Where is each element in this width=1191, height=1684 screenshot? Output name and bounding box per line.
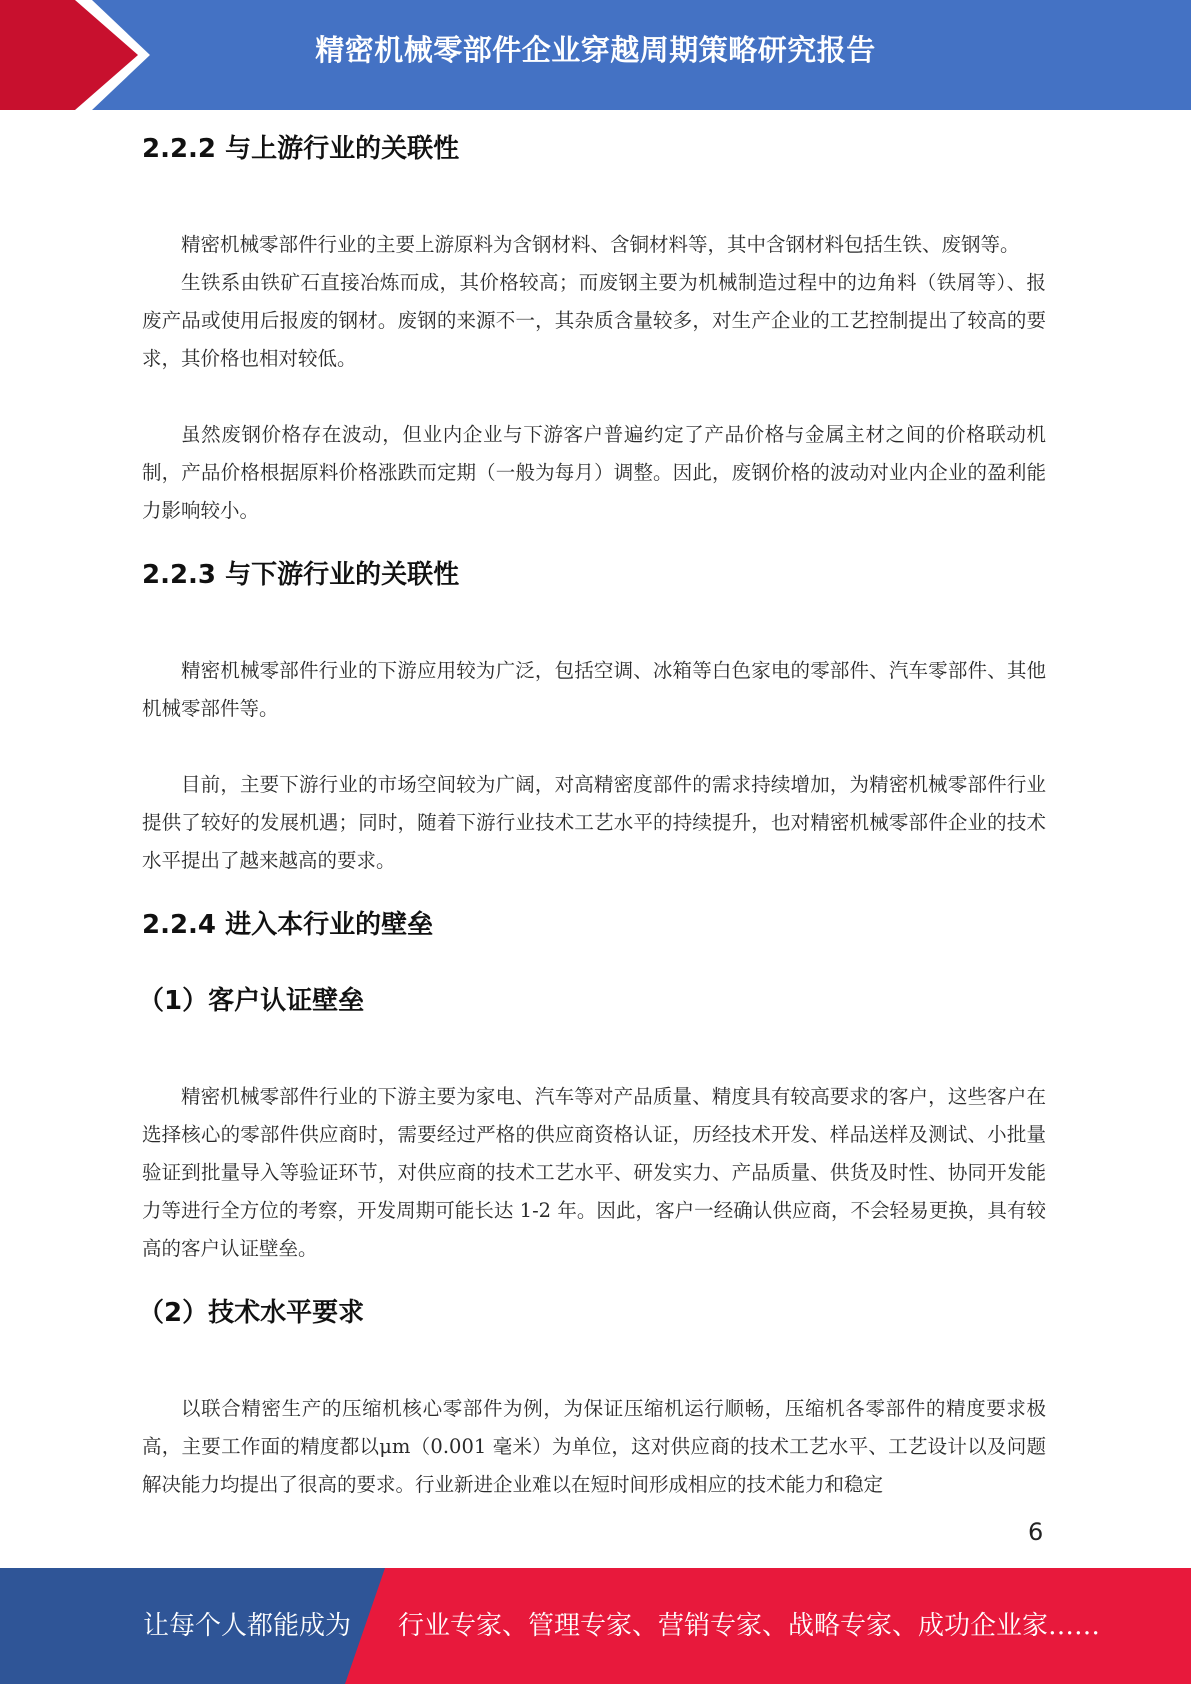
footer-slogan-left: 让每个人都能成为 <box>143 1611 352 1641</box>
paragraph: 精密机械零部件行业的下游主要为家电、汽车等对产品质量、精度具有较高要求的客户，这些客户在选择核心的零部件供应商时，需要经过严格的供应商资格认证，历经技术开发、样品送样及测试、小批量验证到批量导入等验证环节，对供应商的技术工艺水平、研发实力、产品质量、供货及时性、协同开发能力等进行全方位的考察，开发周期可能长达 1-2 年。因此，客户一经确认供应商，不会轻易更换，具有较高的客户认证壁垒。 <box>142 1085 1046 1260</box>
subsection-heading-customer-certification: （1）客户认证壁垒 <box>138 986 365 1016</box>
section-heading-2-2-4: 2.2.4 进入本行业的壁垒 <box>142 910 434 940</box>
page-header <box>0 0 1191 110</box>
paragraph: 虽然废钢价格存在波动，但业内企业与下游客户普遍约定了产品价格与金属主材之间的价格联动机制，产品价格根据原料价格涨跌而定期（一般为每月）调整。因此，废钢价格的波动对业内企业的盈利能力影响较小。 <box>142 423 1046 522</box>
paragraph: 以联合精密生产的压缩机核心零部件为例，为保证压缩机运行顺畅，压缩机各零部件的精度要求极高，主要工作面的精度都以μm（0.001 毫米）为单位，这对供应商的技术工艺水平、工艺设计以及问题解决能力均提出了很高的要求。行业新进企业难以在短时间形成相应的技术能力和稳定 <box>142 1397 1046 1496</box>
paragraph: 精密机械零部件行业的主要上游原料为含钢材料、含铜材料等，其中含钢材料包括生铁、废钢等。 <box>181 233 1020 256</box>
paragraph: 生铁系由铁矿石直接冶炼而成，其价格较高；而废钢主要为机械制造过程中的边角料（铁屑等）、报废产品或使用后报废的钢材。废钢的来源不一，其杂质含量较多，对生产企业的工艺控制提出了较高的要求，其价格也相对较低。 <box>142 271 1046 370</box>
report-title: 精密机械零部件企业穿越周期策略研究报告 <box>315 33 876 67</box>
page-footer <box>0 1568 1191 1684</box>
paragraph: 精密机械零部件行业的下游应用较为广泛，包括空调、冰箱等白色家电的零部件、汽车零部件、其他机械零部件等。 <box>142 659 1046 720</box>
paragraph: 目前，主要下游行业的市场空间较为广阔，对高精密度部件的需求持续增加，为精密机械零部件行业提供了较好的发展机遇；同时，随着下游行业技术工艺水平的持续提升，也对精密机械零部件企业的技术水平提出了越来越高的要求。 <box>142 773 1046 872</box>
footer-slogan-right: 行业专家、管理专家、营销专家、战略专家、成功企业家…… <box>398 1611 1101 1641</box>
page-number: 6 <box>1028 1518 1044 1546</box>
section-heading-2-2-3: 2.2.3 与下游行业的关联性 <box>142 560 460 590</box>
subsection-heading-technical-level: （2）技术水平要求 <box>138 1298 365 1328</box>
document-body <box>138 118 1046 1504</box>
section-heading-2-2-2: 2.2.2 与上游行业的关联性 <box>142 134 460 164</box>
